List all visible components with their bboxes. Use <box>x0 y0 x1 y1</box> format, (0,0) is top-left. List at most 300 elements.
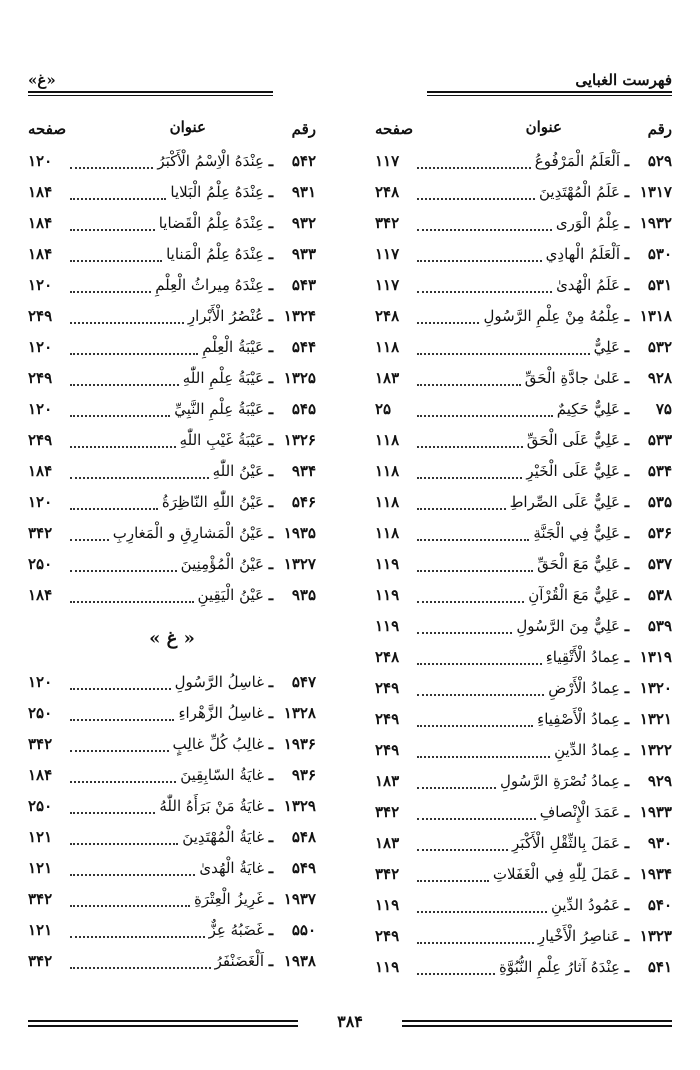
entry-number: ۱۳۱۸ <box>639 307 672 325</box>
page-footer <box>28 1010 672 1040</box>
entry-dash: ـ <box>268 462 274 480</box>
entry-dash: ـ <box>624 617 630 635</box>
leader-dots <box>70 842 178 845</box>
entry-number: ۵۴۰ <box>647 896 672 914</box>
index-entry <box>375 890 672 921</box>
leader-dots <box>417 383 521 386</box>
entry-dash: ـ <box>624 803 630 821</box>
entry-number: ۱۳۲۶ <box>283 431 316 449</box>
index-entry <box>375 642 672 673</box>
entry-title: عَلِيٌّ حَكِيمٌ <box>556 400 620 418</box>
entry-dash: ـ <box>624 183 630 201</box>
leader-dots <box>417 817 536 820</box>
entry-number: ۵۴۶ <box>291 493 316 511</box>
leader-dots <box>70 538 109 541</box>
entry-page: ۱۸۴ <box>28 766 53 784</box>
index-entry <box>375 456 672 487</box>
entry-page: ۱۱۸ <box>375 431 400 449</box>
entry-dash: ـ <box>268 307 274 325</box>
entry-page: ۲۵۰ <box>28 797 53 815</box>
entry-number: ۵۴۵ <box>291 400 316 418</box>
entry-title: عَيْنُ اللّٰهِ <box>212 462 264 480</box>
entry-page: ۱۸۴ <box>28 462 53 480</box>
entry-number: ۷۵ <box>655 400 672 418</box>
entry-dash: ـ <box>624 896 630 914</box>
entry-number: ۱۹۳۵ <box>283 524 316 542</box>
leader-dots <box>70 935 205 938</box>
entry-number: ۵۳۳ <box>647 431 672 449</box>
leader-dots <box>417 631 512 634</box>
entry-title: عِمادُ الْأَتْقِياءِ <box>545 648 620 666</box>
entry-dash: ـ <box>624 152 630 170</box>
index-entry <box>28 394 316 425</box>
entry-page: ۳۴۲ <box>375 214 400 232</box>
entry-title: عَيْبَةُ عِلْمِ اللّٰهِ <box>182 369 264 387</box>
leader-dots <box>417 755 550 758</box>
entry-page: ۳۴۲ <box>28 735 53 753</box>
entry-page: ۱۸۳ <box>375 834 400 852</box>
leader-dots <box>417 507 506 510</box>
leader-dots <box>417 476 522 479</box>
index-entry <box>28 332 316 363</box>
entry-dash: ـ <box>268 797 274 815</box>
index-column-left <box>28 118 316 977</box>
entry-page: ۱۲۱ <box>28 859 53 877</box>
entry-page: ۳۴۲ <box>375 803 400 821</box>
entry-title: غَضَبُهُ عِزٌّ <box>208 921 264 939</box>
page-heading: صفحه <box>375 120 414 138</box>
entry-page: ۱۱۹ <box>375 586 400 604</box>
entry-dash: ـ <box>268 952 274 970</box>
index-rows <box>28 146 316 611</box>
entry-number: ۵۴۱ <box>647 958 672 976</box>
entry-title: عَمَلَ لِلّٰهِ فِي الْغَفَلاتِ <box>492 865 620 883</box>
entry-dash: ـ <box>624 462 630 480</box>
entry-dash: ـ <box>624 524 630 542</box>
entry-title: عِمادُ الدِّينِ <box>554 741 620 759</box>
leader-dots <box>70 259 162 262</box>
entry-dash: ـ <box>624 741 630 759</box>
index-entry <box>375 394 672 425</box>
entry-dash: ـ <box>268 555 274 573</box>
entry-number: ۵۳۸ <box>647 586 672 604</box>
entry-title: عِنْدَهُ آثارُ عِلْمِ النُّبُوَّةِ <box>499 958 620 976</box>
entry-title: عَيْبَةُ الْعِلْمِ <box>202 338 264 356</box>
index-entry <box>28 791 316 822</box>
entry-title: عَلِيٌّ مَعَ الْقُرْآنِ <box>528 586 620 604</box>
entry-dash: ـ <box>624 772 630 790</box>
index-entry <box>375 177 672 208</box>
entry-title: غالِبُ كُلِّ غالِبٍ <box>172 735 264 753</box>
entry-page: ۱۲۰ <box>28 276 53 294</box>
index-entry <box>375 735 672 766</box>
entry-title: غايَةُ السّابِقِينَ <box>180 766 264 784</box>
entry-page: ۳۴۲ <box>28 524 53 542</box>
entry-page: ۲۵۰ <box>28 555 53 573</box>
entry-page: ۱۱۷ <box>375 276 400 294</box>
entry-number: ۱۹۳۶ <box>283 735 316 753</box>
leader-dots <box>70 904 190 907</box>
leader-dots <box>417 786 496 789</box>
entry-page: ۲۵۰ <box>28 704 53 722</box>
number-heading: رقم <box>647 120 672 138</box>
index-entry <box>375 828 672 859</box>
section-label: «غ» <box>28 71 56 89</box>
entry-number: ۵۴۲ <box>291 152 316 170</box>
entry-page: ۱۲۰ <box>28 673 53 691</box>
entry-dash: ـ <box>624 214 630 232</box>
entry-number: ۵۴۸ <box>291 828 316 846</box>
entry-page: ۲۴۸ <box>375 648 400 666</box>
entry-dash: ـ <box>624 245 630 263</box>
entry-title: عِمادُ نُصْرَةِ الرَّسُولِ <box>500 772 620 790</box>
entry-page: ۱۱۹ <box>375 555 400 573</box>
entry-number: ۹۳۱ <box>291 183 316 201</box>
leader-dots <box>417 972 495 975</box>
entry-page: ۱۱۸ <box>375 338 400 356</box>
entry-page: ۱۸۴ <box>28 586 53 604</box>
entry-dash: ـ <box>624 400 630 418</box>
entry-dash: ـ <box>268 586 274 604</box>
entry-title: اَلْغَضَنْفَرُ <box>214 952 264 970</box>
leader-dots <box>417 910 547 913</box>
leader-dots <box>417 414 553 417</box>
index-entry <box>375 363 672 394</box>
index-entry <box>28 208 316 239</box>
entry-page: ۲۴۹ <box>28 431 53 449</box>
entry-title: غاسِلُ الرَّسُولِ <box>174 673 264 691</box>
index-entry <box>375 673 672 704</box>
entry-number: ۵۳۷ <box>647 555 672 573</box>
column-header <box>375 118 672 140</box>
entry-dash: ـ <box>268 828 274 846</box>
page-heading: صفحه <box>28 120 67 138</box>
entry-dash: ـ <box>624 586 630 604</box>
entry-page: ۲۴۹ <box>375 927 400 945</box>
index-entry <box>375 611 672 642</box>
leader-dots <box>417 259 542 262</box>
entry-title: عِلْمُ الْوَرى <box>555 214 620 232</box>
index-entry <box>28 301 316 332</box>
entry-title: عَيْبَةُ عِلْمِ النَّبِيِّ <box>174 400 264 418</box>
entry-number: ۵۳۹ <box>647 617 672 635</box>
entry-title: عَيْنُ الْمُؤْمِنِينَ <box>180 555 264 573</box>
index-entry <box>375 921 672 952</box>
leader-dots <box>417 352 590 355</box>
entry-title: عَلىٰ جادَّةِ الْحَقِّ <box>524 369 620 387</box>
entry-title: عِلْمُهُ مِنْ عِلْمِ الرَّسُولِ <box>483 307 620 325</box>
entry-page: ۳۴۲ <box>28 890 53 908</box>
entry-title: عَلِيٌّ <box>593 338 620 356</box>
leader-dots <box>417 848 508 851</box>
entry-title: عَلِيٌّ مِنَ الرَّسُولِ <box>516 617 620 635</box>
entry-number: ۱۳۱۹ <box>639 648 672 666</box>
entry-page: ۲۵ <box>375 400 392 418</box>
entry-dash: ـ <box>624 679 630 697</box>
entry-page: ۱۱۹ <box>375 896 400 914</box>
entry-dash: ـ <box>624 648 630 666</box>
entry-dash: ـ <box>268 276 274 294</box>
leader-dots <box>70 966 211 969</box>
index-entry <box>375 549 672 580</box>
entry-page: ۳۴۲ <box>28 952 53 970</box>
entry-number: ۵۴۹ <box>291 859 316 877</box>
leader-dots <box>70 600 194 603</box>
entry-title: عَمَلَ بِالثِّقْلِ الْأَكْبَرِ <box>512 834 620 852</box>
entry-page: ۲۴۸ <box>375 183 400 201</box>
entry-number: ۵۳۴ <box>647 462 672 480</box>
leader-dots <box>70 476 209 479</box>
index-entry <box>375 270 672 301</box>
index-rows <box>28 667 316 977</box>
entry-dash: ـ <box>624 927 630 945</box>
entry-dash: ـ <box>268 859 274 877</box>
index-entry <box>375 518 672 549</box>
leader-dots <box>70 811 155 814</box>
entry-number: ۱۹۳۷ <box>283 890 316 908</box>
index-entry <box>28 363 316 394</box>
index-entry <box>375 487 672 518</box>
leader-dots <box>417 538 529 541</box>
entry-page: ۲۴۹ <box>375 679 400 697</box>
leader-dots <box>70 507 158 510</box>
title-heading: عنوان <box>525 118 562 136</box>
entry-page: ۱۸۴ <box>28 183 53 201</box>
entry-title: غايَةُ الْمُهْتَدِينَ <box>182 828 264 846</box>
index-entry <box>28 822 316 853</box>
entry-title: عَمُودُ الدِّينِ <box>550 896 620 914</box>
page-header <box>28 70 672 100</box>
entry-page: ۱۱۸ <box>375 493 400 511</box>
entry-title: عِنْدَهُ الْاِسْمُ الْأَكْبَرُ <box>157 152 264 170</box>
entry-title: غَرِيزُ الْعِتْرَةِ <box>194 890 264 908</box>
index-entry <box>375 766 672 797</box>
entry-number: ۱۳۲۲ <box>639 741 672 759</box>
entry-page: ۲۴۹ <box>28 369 53 387</box>
leader-dots <box>417 321 479 324</box>
entry-page: ۱۱۹ <box>375 617 400 635</box>
entry-page: ۱۲۰ <box>28 338 53 356</box>
entry-page: ۱۱۸ <box>375 462 400 480</box>
entry-dash: ـ <box>624 276 630 294</box>
entry-dash: ـ <box>624 555 630 573</box>
index-entry <box>28 915 316 946</box>
leader-dots <box>417 197 535 200</box>
entry-number: ۹۳۶ <box>291 766 316 784</box>
index-entry <box>28 884 316 915</box>
leader-dots <box>417 290 552 293</box>
leader-dots <box>417 600 524 603</box>
column-header <box>28 118 316 140</box>
leader-dots <box>70 687 171 690</box>
leader-dots <box>417 569 533 572</box>
entry-title: عَلَمُ الْمُهْتَدِينَ <box>539 183 620 201</box>
entry-page: ۲۴۸ <box>375 307 400 325</box>
entry-title: عَلِيٌّ عَلَى الْخَيْرِ <box>526 462 620 480</box>
entry-title: عَلِيٌّ فِي الْجَنَّةِ <box>533 524 620 542</box>
index-entry <box>28 760 316 791</box>
entry-title: عَيْنُ الْمَشارِقِ و الْمَغارِبِ <box>112 524 264 542</box>
leader-dots <box>70 414 170 417</box>
entry-dash: ـ <box>268 524 274 542</box>
entry-number: ۵۲۹ <box>647 152 672 170</box>
entry-dash: ـ <box>624 710 630 728</box>
index-rows <box>375 146 672 983</box>
entry-dash: ـ <box>268 735 274 753</box>
entry-dash: ـ <box>624 834 630 852</box>
entry-dash: ـ <box>268 704 274 722</box>
entry-title: عَلِيٌّ مَعَ الْحَقِّ <box>537 555 620 573</box>
index-entry <box>28 698 316 729</box>
entry-page: ۳۴۲ <box>375 865 400 883</box>
entry-dash: ـ <box>268 369 274 387</box>
entry-dash: ـ <box>268 152 274 170</box>
entry-number: ۵۳۵ <box>647 493 672 511</box>
header-rule-left <box>28 91 273 96</box>
index-entry <box>28 946 316 977</box>
entry-dash: ـ <box>268 245 274 263</box>
entry-title: عَيْنُ الْيَقِينِ <box>197 586 264 604</box>
entry-number: ۱۳۲۳ <box>639 927 672 945</box>
section-heading: « غ » <box>149 628 195 649</box>
entry-page: ۱۱۷ <box>375 245 400 263</box>
entry-page: ۱۲۰ <box>28 400 53 418</box>
index-entry <box>28 425 316 456</box>
index-entry <box>375 580 672 611</box>
entry-dash: ـ <box>268 338 274 356</box>
index-entry <box>28 853 316 884</box>
entry-number: ۵۴۴ <box>291 338 316 356</box>
index-entry <box>28 270 316 301</box>
entry-page: ۱۸۳ <box>375 369 400 387</box>
index-entry <box>375 425 672 456</box>
page-number: ۳۸۴ <box>337 1012 363 1031</box>
entry-page: ۱۱۸ <box>375 524 400 542</box>
entry-page: ۱۲۱ <box>28 828 53 846</box>
entry-number: ۹۲۸ <box>647 369 672 387</box>
entry-page: ۱۸۴ <box>28 245 53 263</box>
leader-dots <box>70 873 195 876</box>
entry-number: ۹۳۴ <box>291 462 316 480</box>
entry-title: عِمادُ الْأَرْضِ <box>548 679 620 697</box>
entry-title: عَلِيٌّ عَلَى الْحَقِّ <box>526 431 620 449</box>
index-entry <box>28 456 316 487</box>
entry-dash: ـ <box>624 431 630 449</box>
entry-page: ۱۱۹ <box>375 958 400 976</box>
leader-dots <box>70 383 179 386</box>
leader-dots <box>70 718 174 721</box>
entry-title: عَيْبَةُ غَيْبِ اللّٰهِ <box>179 431 264 449</box>
entry-title: عِمادُ الْأَصْفِياءِ <box>537 710 620 728</box>
index-entry <box>375 239 672 270</box>
entry-dash: ـ <box>268 921 274 939</box>
leader-dots <box>417 228 552 231</box>
index-entry <box>28 667 316 698</box>
index-entry <box>375 146 672 177</box>
entry-page: ۱۸۳ <box>375 772 400 790</box>
entry-dash: ـ <box>624 865 630 883</box>
entry-title: عِنْدَهُ عِلْمُ الْبَلايا <box>170 183 264 201</box>
entry-title: عَناصِرُ الْأَخْيارِ <box>537 927 620 945</box>
index-entry <box>28 518 316 549</box>
entry-number: ۹۳۵ <box>291 586 316 604</box>
entry-title: غاسِلُ الزَّهْراءِ <box>178 704 264 722</box>
index-entry <box>28 177 316 208</box>
entry-dash: ـ <box>624 369 630 387</box>
entry-title: عُنْصُرُ الْأَبْرارِ <box>187 307 264 325</box>
entry-title: غايَةُ مَنْ بَرَأَهُ اللّٰهُ <box>159 797 264 815</box>
entry-page: ۱۸۴ <box>28 214 53 232</box>
leader-dots <box>70 197 166 200</box>
entry-number: ۱۹۳۸ <box>283 952 316 970</box>
entry-title: عِنْدَهُ عِلْمُ الْمَنايا <box>166 245 264 263</box>
index-entry <box>375 301 672 332</box>
entry-page: ۱۲۰ <box>28 152 53 170</box>
index-entry <box>375 208 672 239</box>
entry-page: ۱۲۱ <box>28 921 53 939</box>
entry-dash: ـ <box>268 493 274 511</box>
index-entry <box>375 952 672 983</box>
book-title: فهرست الغبايى <box>575 71 672 89</box>
index-entry <box>375 332 672 363</box>
entry-title: عِنْدَهُ مِيراثُ الْعِلْمِ <box>155 276 264 294</box>
entry-title: عَلِيٌّ عَلَى الصِّراطِ <box>509 493 620 511</box>
entry-number: ۵۴۷ <box>291 673 316 691</box>
entry-number: ۵۳۰ <box>647 245 672 263</box>
entry-dash: ـ <box>624 958 630 976</box>
entry-dash: ـ <box>624 338 630 356</box>
leader-dots <box>70 228 155 231</box>
entry-dash: ـ <box>268 890 274 908</box>
leader-dots <box>417 445 523 448</box>
entry-page: ۲۴۹ <box>28 307 53 325</box>
entry-dash: ـ <box>268 766 274 784</box>
entry-dash: ـ <box>268 431 274 449</box>
leader-dots <box>70 780 176 783</box>
entry-number: ۱۳۲۵ <box>283 369 316 387</box>
entry-number: ۵۳۶ <box>647 524 672 542</box>
entry-title: عَلَمُ الْهُدىٰ <box>556 276 620 294</box>
leader-dots <box>417 879 489 882</box>
entry-number: ۱۳۲۱ <box>639 710 672 728</box>
entry-dash: ـ <box>268 400 274 418</box>
entry-number: ۵۴۳ <box>291 276 316 294</box>
entry-page: ۲۴۹ <box>375 710 400 728</box>
entry-dash: ـ <box>268 183 274 201</box>
leader-dots <box>70 749 169 752</box>
leader-dots <box>417 166 531 169</box>
index-entry <box>375 859 672 890</box>
entry-number: ۱۳۲۷ <box>283 555 316 573</box>
header-rule-right <box>427 91 672 96</box>
entry-number: ۵۳۱ <box>647 276 672 294</box>
entry-number: ۵۳۲ <box>647 338 672 356</box>
leader-dots <box>70 569 177 572</box>
entry-number: ۱۳۲۰ <box>639 679 672 697</box>
entry-number: ۹۲۹ <box>647 772 672 790</box>
index-entry <box>28 729 316 760</box>
leader-dots <box>70 321 184 324</box>
entry-number: ۱۳۲۸ <box>283 704 316 722</box>
entry-number: ۹۳۰ <box>647 834 672 852</box>
entry-number: ۱۳۱۷ <box>639 183 672 201</box>
index-entry <box>28 239 316 270</box>
leader-dots <box>70 445 176 448</box>
entry-page: ۱۲۰ <box>28 493 53 511</box>
entry-title: اَلْعَلَمُ الْمَرْفُوعُ <box>534 152 620 170</box>
leader-dots <box>417 724 533 727</box>
entry-page: ۱۱۷ <box>375 152 400 170</box>
